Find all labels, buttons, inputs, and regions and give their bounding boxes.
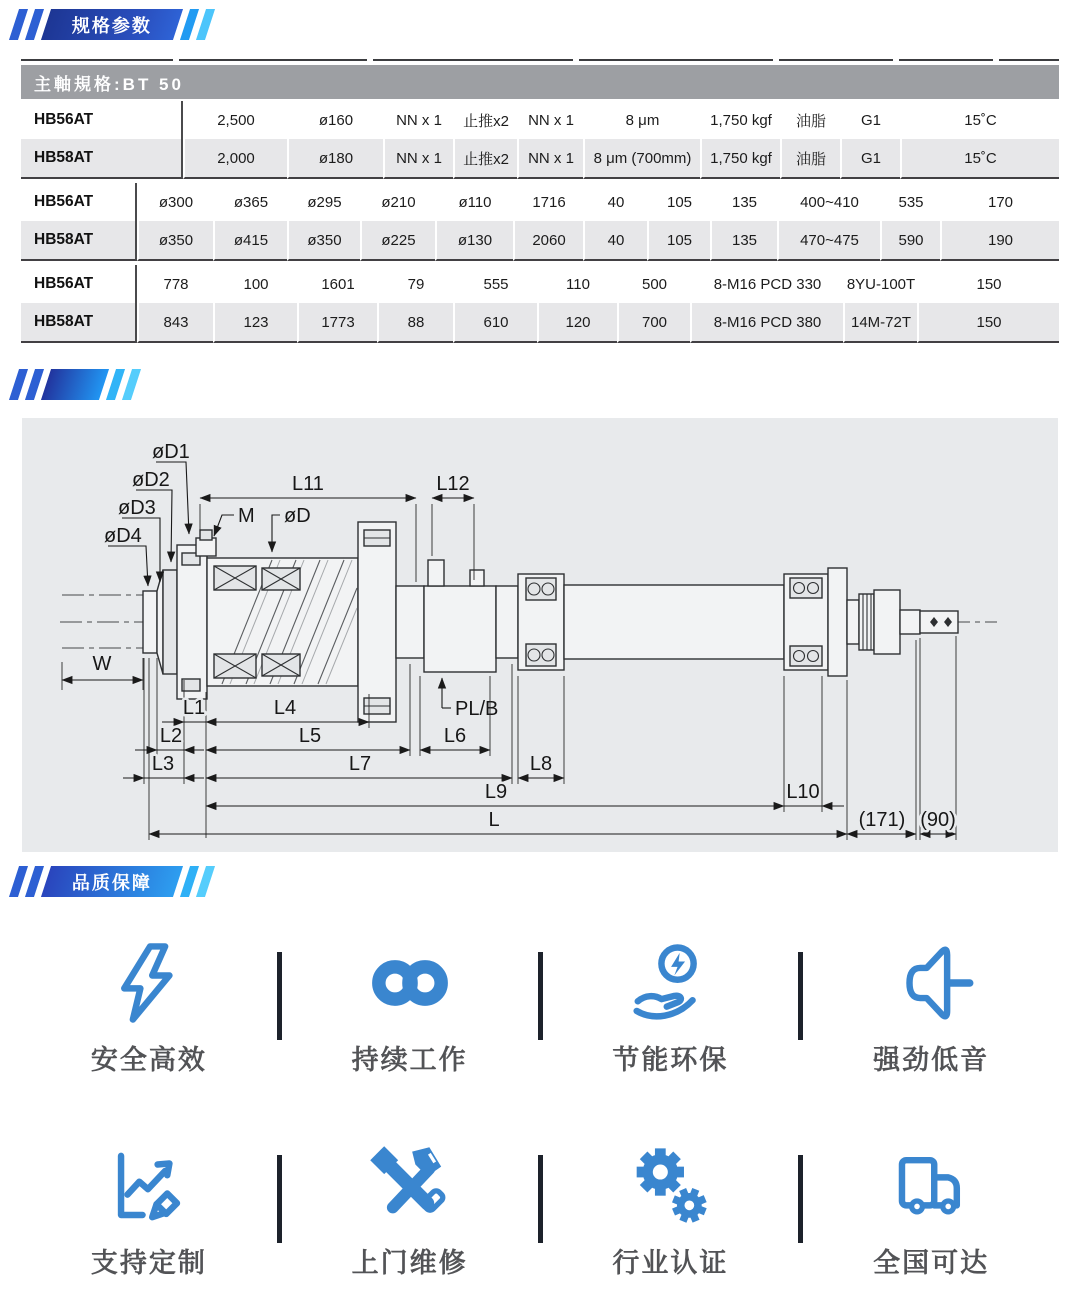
spindle-drawing [143,522,958,722]
model-cell: HB58AT [21,303,137,343]
feature-low-noise [803,940,1059,1077]
cell: ø350 [287,221,360,261]
table-row [21,183,1059,221]
cell: 150 [917,265,1059,303]
dim-label-l3: L3 [151,753,175,775]
dim-label-l8: L8 [529,753,553,775]
feature-safety [21,940,277,1077]
cell: 1773 [297,303,377,343]
feature-label: 上门维修 [351,1248,468,1278]
cell: 止推x2 [453,139,517,179]
feature-label: 节能环保 [612,1045,729,1075]
feature-customization [21,1143,277,1280]
cell: 15˚C [900,139,1059,179]
cell: 610 [453,303,537,343]
feature-onsite-repair [282,1143,538,1280]
cell: 止推x2 [453,101,517,139]
feature-label: 行业认证 [612,1248,729,1278]
model-cell: HB58AT [21,139,183,179]
slash-decoration [196,866,215,897]
cell: 油脂 [780,101,840,139]
specs-badge-label: 规格参数 [72,15,153,36]
model-cell: HB56AT [21,101,183,139]
quality-badge-title [41,866,183,897]
cell: 500 [617,265,690,303]
energy-saving-icon [627,940,713,1026]
infinity-icon [367,940,453,1026]
cell: NN x 1 [517,139,583,179]
cell: 555 [453,265,537,303]
cell: 油脂 [780,139,840,179]
quality-section-badge [9,866,215,897]
table-row [21,303,1059,343]
cell: 2,000 [183,139,287,179]
cell: 400~410 [777,183,880,221]
cell: 8-M16 PCD 380 [690,303,843,343]
cell: ø160 [287,101,383,139]
lightning-icon [106,940,192,1026]
spec-table-group-2 [21,183,1059,261]
cell: 2,500 [183,101,287,139]
cell: ø130 [435,221,513,261]
dim-label-l12: L12 [436,473,470,495]
feature-label: 支持定制 [90,1248,207,1278]
dim-label-l2: L2 [159,725,183,747]
cell: NN x 1 [517,101,583,139]
cell: G1 [840,139,900,179]
spindle-spec-header [21,65,1059,99]
dim-label-l10: L10 [786,781,820,803]
model-cell: HB58AT [21,221,137,261]
cell: 590 [880,221,940,261]
slash-decoration [122,369,141,400]
cell: 470~475 [777,221,880,261]
table-row [21,265,1059,303]
cell: 170 [940,183,1059,221]
cell: 2060 [513,221,583,261]
dim-label-l5: L5 [298,725,322,747]
dim-label-plb: PL/B [455,698,499,720]
cell: 150 [917,303,1059,343]
dim-label-l: L [488,809,500,831]
spindle-spec-header-label: 主軸規格:BT 50 [34,74,184,94]
feature-certification [543,1143,799,1280]
cell: NN x 1 [383,101,453,139]
cell: 1,750 kgf [700,139,780,179]
specs-section-badge [9,9,215,40]
dim-label-l6: L6 [443,725,467,747]
quality-row-1 [21,940,1059,1077]
cell: 105 [647,183,710,221]
slash-decoration [196,9,215,40]
table-row [21,221,1059,261]
dim-label-m: M [238,505,255,527]
cell: 1601 [297,265,377,303]
repair-tools-icon [367,1143,453,1229]
cell: 535 [880,183,940,221]
cell: 15˚C [900,101,1059,139]
cell: NN x 1 [383,139,453,179]
cell: 79 [377,265,453,303]
chart-pencil-icon [106,1143,192,1229]
spec-table-group-1 [21,101,1059,179]
cell: G1 [840,101,900,139]
cell: 778 [137,265,213,303]
cell: ø350 [137,221,213,261]
feature-label: 安全高效 [90,1045,207,1075]
model-cell: HB56AT [21,265,137,303]
cell: 1,750 kgf [700,101,780,139]
cell: 135 [710,183,777,221]
cell: 8 μm [583,101,700,139]
cell: 110 [537,265,617,303]
dim-label-l7: L7 [348,753,372,775]
spec-table-group-3 [21,265,1059,343]
cell: ø295 [287,183,360,221]
cell: 105 [647,221,710,261]
quality-features [21,940,1059,1280]
dim-label-d: øD [284,505,311,527]
dim-label-l4: L4 [273,697,297,719]
quality-badge-label: 品质保障 [72,872,153,893]
dim-label-d4: øD4 [104,525,142,547]
diagram-section-badge [9,369,141,400]
dim-label-d2: øD2 [132,469,170,491]
dimension-diagram-box [22,418,1058,852]
diagram-badge-bar [41,369,109,400]
cell: 120 [537,303,617,343]
feature-label: 持续工作 [351,1045,468,1075]
dim-label-l1: L1 [182,697,206,719]
truck-icon [888,1143,974,1229]
table-top-border [21,59,1059,61]
dim-label-l11: L11 [292,473,324,495]
spindle-dimension-drawing [22,418,1058,852]
cell: ø110 [435,183,513,221]
cell: 8YU-100T [843,265,917,303]
cell: 100 [213,265,297,303]
cell: 40 [583,183,647,221]
gears-icon [627,1143,713,1229]
cell: ø365 [213,183,287,221]
feature-energy-saving [543,940,799,1077]
dim-label-d3: øD3 [118,497,156,519]
cell: 700 [617,303,690,343]
dim-label-w: W [92,653,112,675]
cell: 14M-72T [843,303,917,343]
cell: ø300 [137,183,213,221]
cell: 123 [213,303,297,343]
cell: 1716 [513,183,583,221]
feature-label: 强劲低音 [873,1045,990,1075]
specs-badge-title [41,9,183,40]
cell: 135 [710,221,777,261]
feature-nationwide [803,1143,1059,1280]
table-row [21,139,1059,179]
cell: ø415 [213,221,287,261]
speaker-low-icon [888,940,974,1026]
model-cell: HB56AT [21,183,137,221]
dim-label-90: (90) [920,809,956,831]
cell: 88 [377,303,453,343]
dim-label-l9: L9 [484,781,508,803]
feature-label: 全国可达 [873,1248,990,1278]
cell: ø225 [360,221,435,261]
cell: 8-M16 PCD 330 [690,265,843,303]
cell: 40 [583,221,647,261]
cell: ø210 [360,183,435,221]
table-row [21,101,1059,139]
quality-row-2 [21,1143,1059,1280]
cell: 843 [137,303,213,343]
spec-table-area [21,59,1059,343]
cell: 8 μm (700mm) [583,139,700,179]
dim-label-171: (171) [858,809,906,831]
dim-label-d1: øD1 [152,441,190,463]
cell: 190 [940,221,1059,261]
cell: ø180 [287,139,383,179]
feature-continuous [282,940,538,1077]
